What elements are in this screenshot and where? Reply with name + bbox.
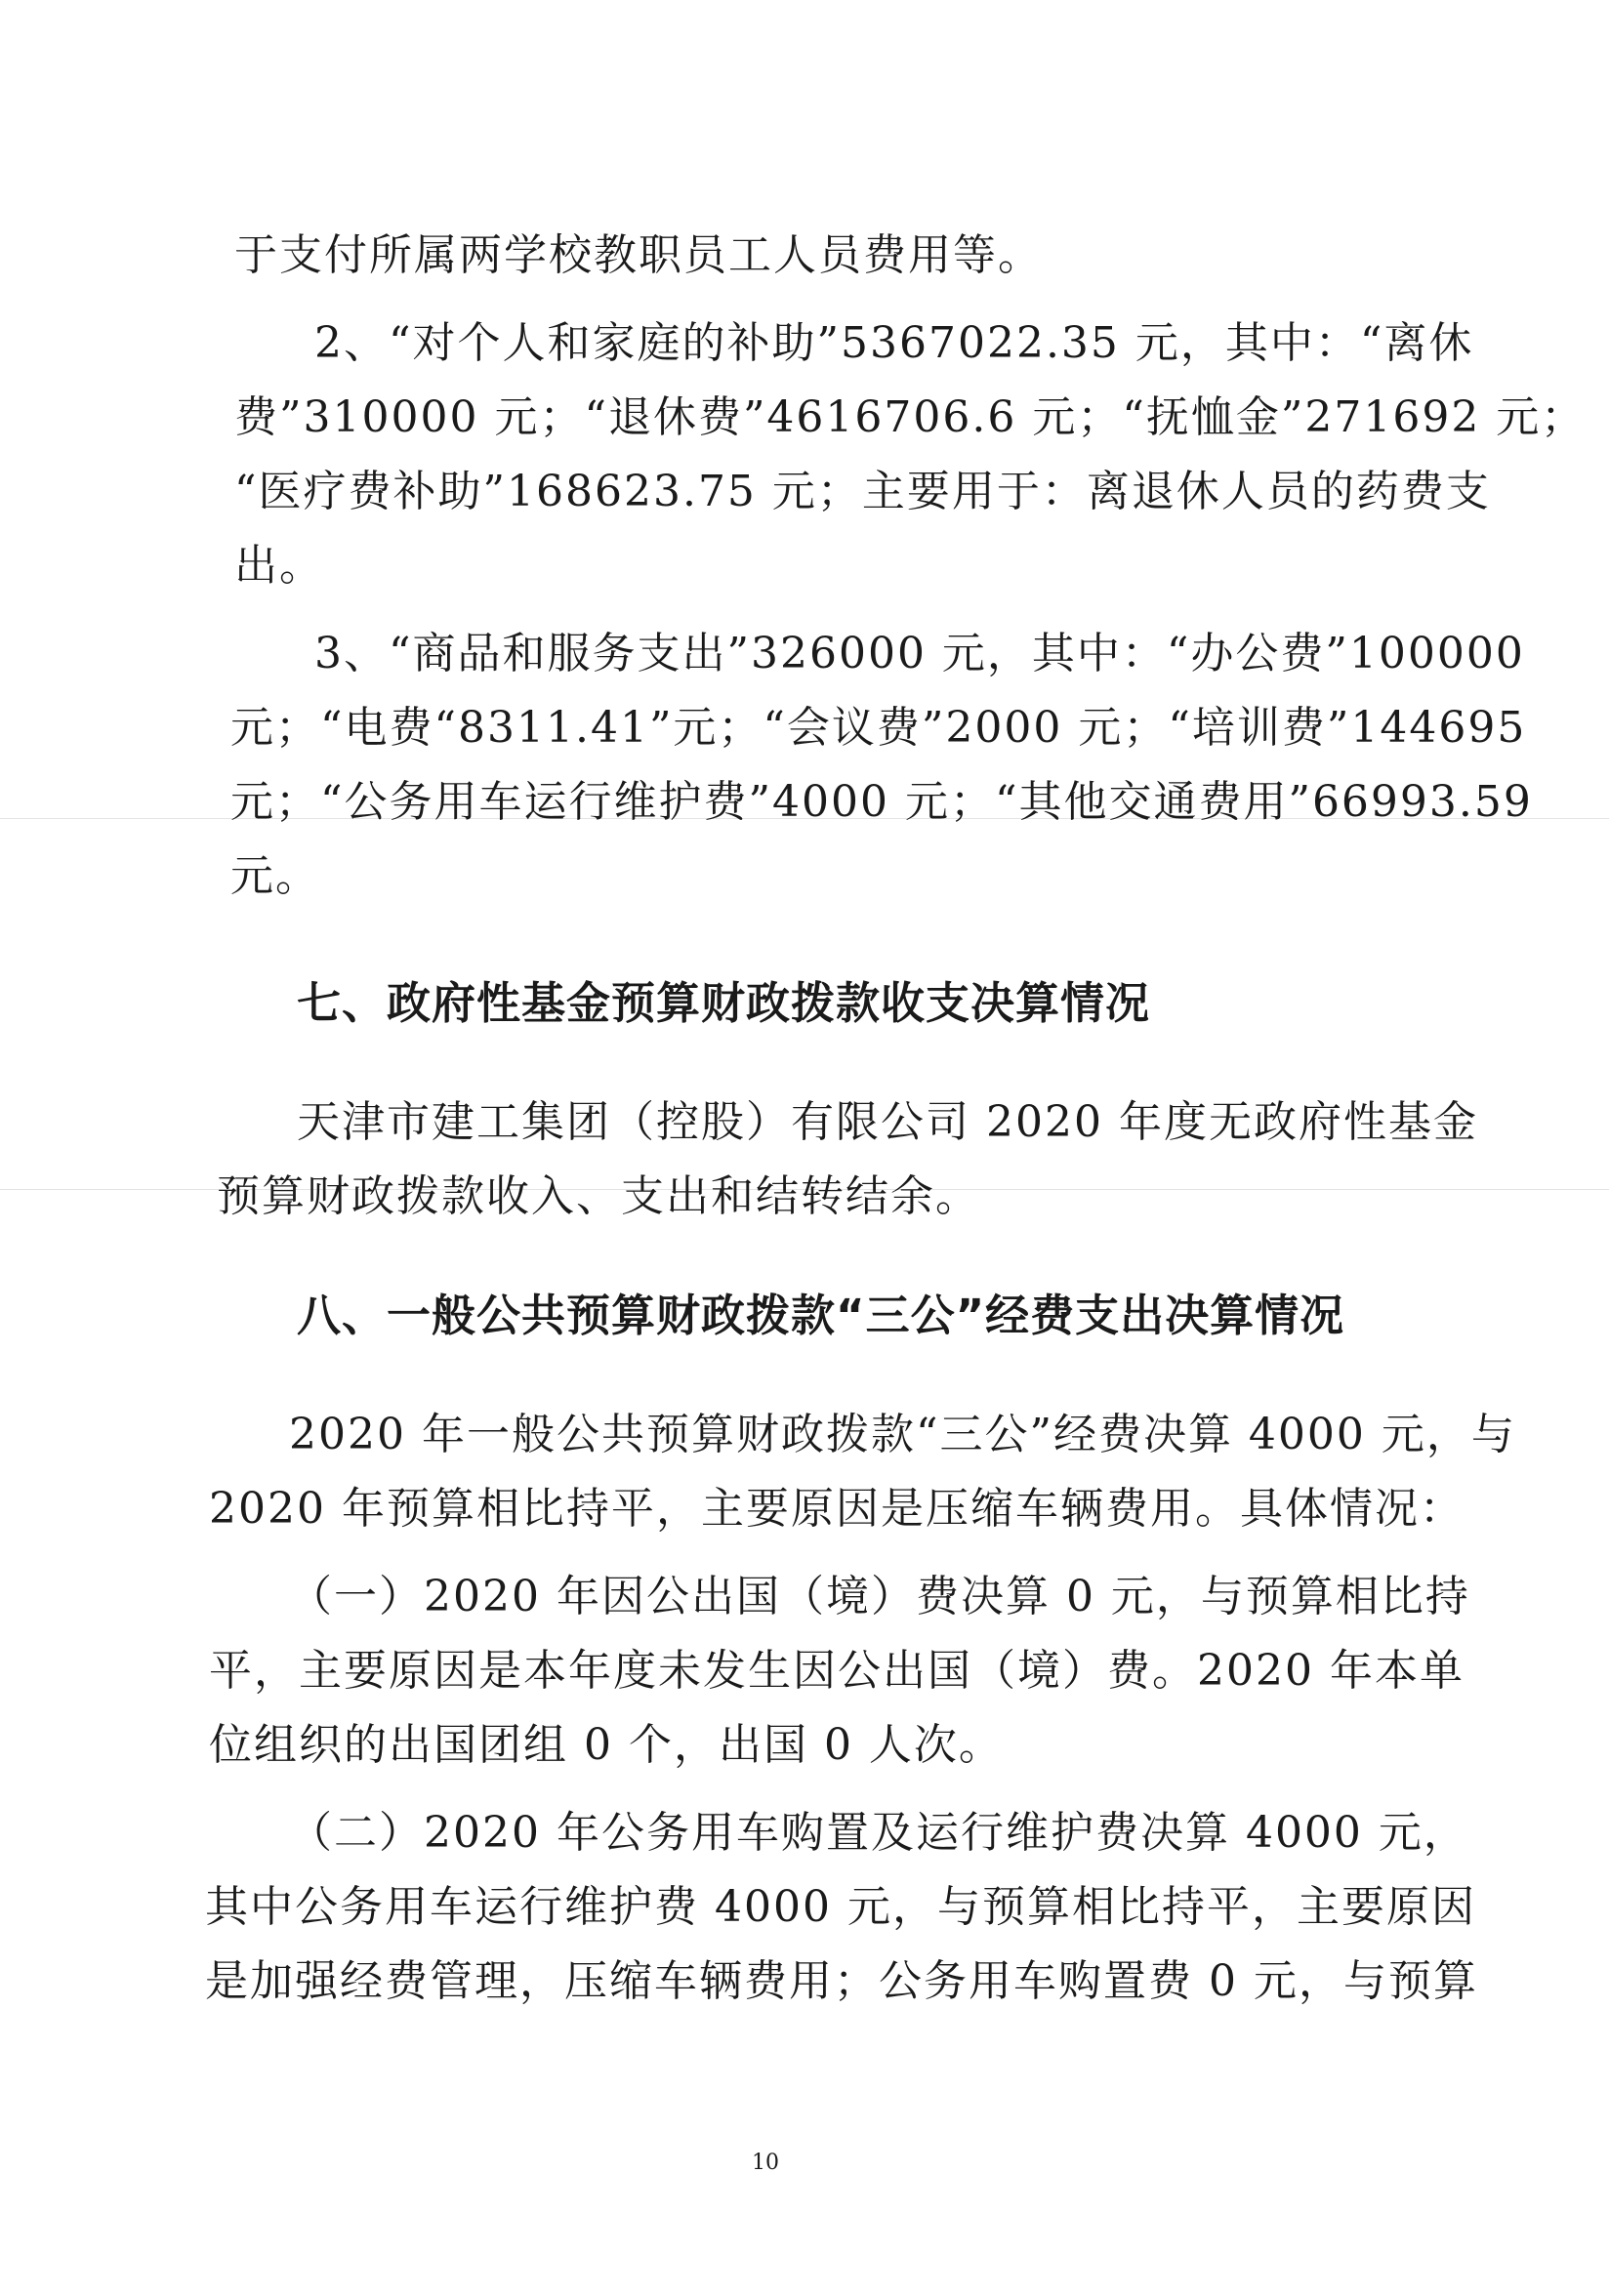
section-8-intro-line: 2020 年预算相比持平，主要原因是压缩车辆费用。具体情况： bbox=[209, 1484, 1465, 1534]
item-3-line: 元；“电费“8311.41”元；“会议费”2000 元；“培训费”144695 bbox=[230, 703, 1527, 753]
section-8-subsection-line: 其中公务用车运行维护费 4000 元，与预算相比持平，主要原因 bbox=[205, 1882, 1476, 1932]
section-8-subsection-line: 平，主要原因是本年度未发生因公出国（境）费。2020 年本单 bbox=[209, 1646, 1465, 1696]
section-7-line: 预算财政拨款收入、支出和结转结余。 bbox=[217, 1171, 980, 1221]
paragraph-line: 于支付所属两学校教职员工人员费用等。 bbox=[234, 230, 1043, 280]
item-2-line: 2、“对个人和家庭的补助”5367022.35 元，其中：“离休 bbox=[314, 318, 1474, 368]
section-7-line: 天津市建工集团（控股）有限公司 2020 年度无政府性基金 bbox=[297, 1097, 1478, 1147]
item-3-line: 元。 bbox=[230, 851, 320, 901]
item-3-line: 元；“公务用车运行维护费”4000 元；“其他交通费用”66993.59 bbox=[230, 777, 1533, 827]
section-7-heading: 七、政府性基金预算财政拨款收支决算情况 bbox=[297, 977, 1151, 1029]
section-8-subsection-line: （二）2020 年公务用车购置及运行维护费决算 4000 元， bbox=[289, 1808, 1468, 1858]
section-8-subsection-line: （一）2020 年因公出国（境）费决算 0 元，与预算相比持 bbox=[289, 1572, 1470, 1621]
section-8-intro-line: 2020 年一般公共预算财政拨款“三公”经费决算 4000 元，与 bbox=[289, 1410, 1516, 1459]
item-2-line: “医疗费补助”168623.75 元；主要用于：离退休人员的药费支 bbox=[234, 467, 1491, 516]
page-number: 10 bbox=[752, 2151, 779, 2175]
section-8-subsection-line: 位组织的出国团组 0 个，出国 0 人次。 bbox=[209, 1720, 1004, 1770]
item-3-line: 3、“商品和服务支出”326000 元，其中：“办公费”100000 bbox=[314, 629, 1525, 678]
section-8-subsection-line: 是加强经费管理，压缩车辆费用；公务用车购置费 0 元，与预算 bbox=[205, 1956, 1478, 2006]
item-2-line: 费”310000 元；“退休费”4616706.6 元；“抚恤金”271692 元； bbox=[234, 392, 1587, 442]
item-2-line: 出。 bbox=[234, 541, 324, 591]
section-8-heading: 八、一般公共预算财政拨款“三公”经费支出决算情况 bbox=[297, 1290, 1345, 1341]
